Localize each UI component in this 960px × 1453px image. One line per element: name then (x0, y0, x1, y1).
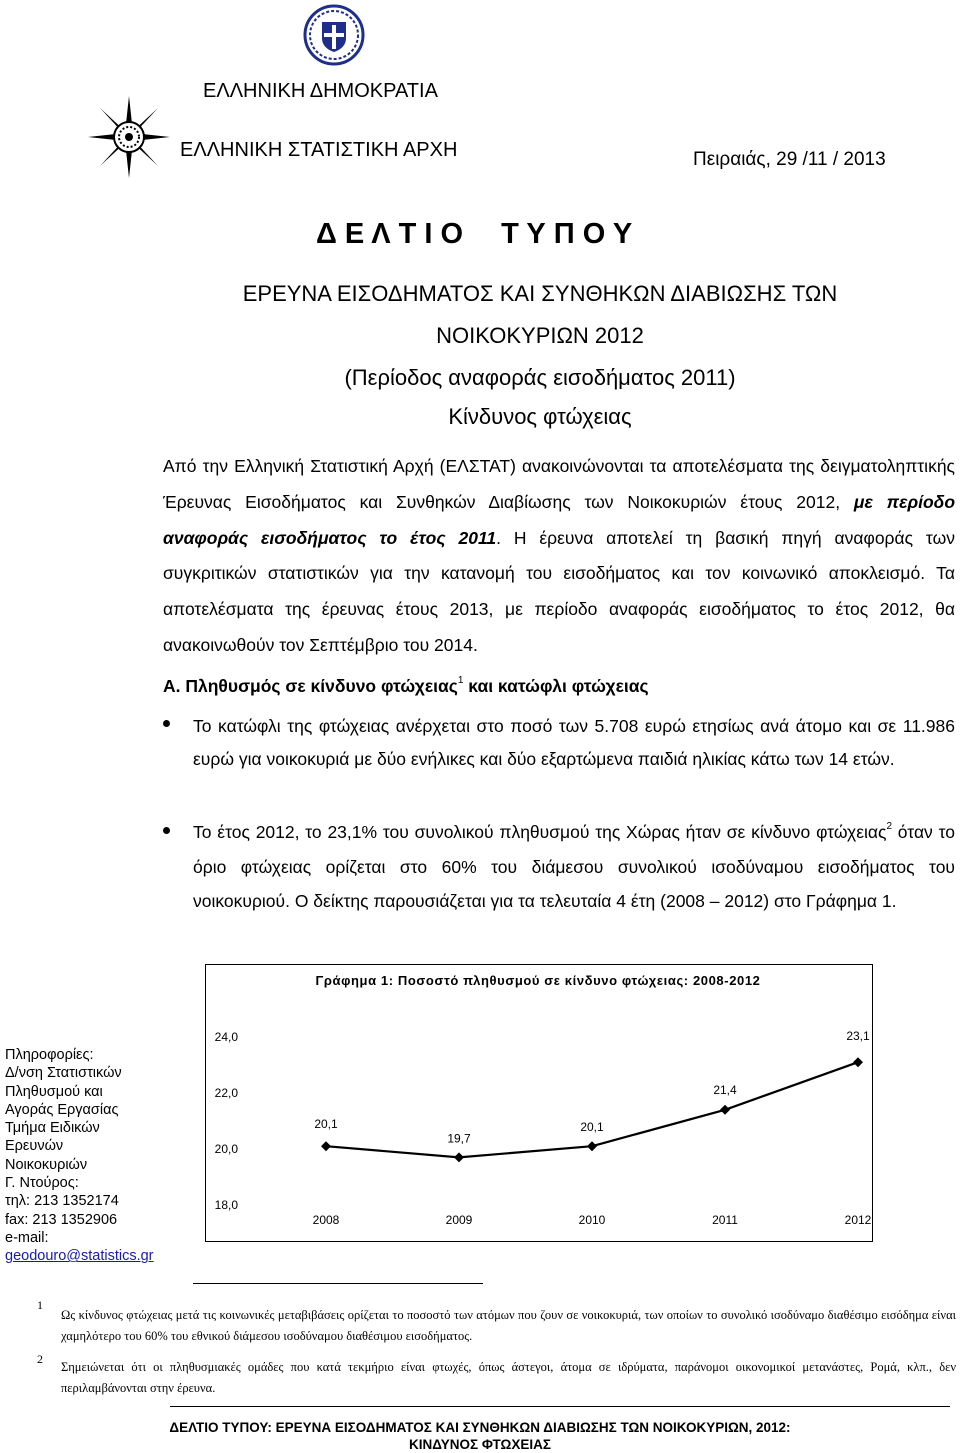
poverty-rate-line-chart (206, 965, 871, 1240)
contact-line: Αγοράς Εργασίας (5, 1101, 119, 1118)
y-tick-label: 20,0 (214, 1142, 238, 1156)
footnote-1-text: Ως κίνδυνος φτώχειας μετά τις κοινωνικές μεταβιβάσεις ορίζεται το ποσοστό των ατόμων που ζουν σε νοικοκυριά, των οποίων το συνολικό ισοδύναμο διαθέσιμο εισόδημα είναι χαμηλότερο του 60% του εθνικού διάμεσου ισοδύναμου διαθέσιμου εισοδήματος. (61, 1308, 956, 1343)
contact-line: Δ/νση Στατιστικών (5, 1065, 122, 1082)
contact-line: Γ. Ντούρος: (5, 1175, 79, 1192)
section-a-heading (163, 676, 649, 697)
y-tick-label: 22,0 (214, 1086, 238, 1100)
contact-line: Πληροφορίες: (5, 1047, 94, 1063)
contact-line: Τμήμα Ειδικών (5, 1120, 100, 1137)
footer-line-2: ΚΙΝΔΥΝΟΣ ΦΤΩΧΕΙΑΣ (409, 1437, 551, 1452)
bullet-poverty-threshold: Το κατώφλι της φτώχειας ανέρχεται στο ποσό των 5.708 ευρώ ετησίως ανά άτομο και σε 11.986 ευρώ για νοικοκυριά με δύο ενήλικες και δύο εξαρτώμενα παιδιά ηλικίας κάτω των 14 ετών. (193, 716, 955, 769)
data-point (587, 1141, 597, 1151)
data-point (454, 1152, 464, 1162)
subtitle-line-3: (Περίοδος αναφοράς εισοδήματος 2011) (344, 365, 736, 390)
chart-title: Γράφημα 1: Ποσοστό πληθυσμού σε κίνδυνο φτώχειας: 2008-2012 (315, 973, 761, 988)
contact-info (5, 1046, 154, 1266)
x-tick-label: 2011 (712, 1213, 738, 1227)
bullet-icon (163, 827, 170, 834)
intro-text-2: . Η έρευνα αποτελεί τη βασική πηγή αναφοράς των συγκριτικών στατιστικών για την κατανομή του εισοδήματος και τον κοινωνικό αποκλεισμό. Τα αποτελέσματα της έρευνας έτους 2013, με περίοδο αναφοράς εισοδήματος το έτος 2012, θα ανακοινωθούν τον Σεπτέμβριο του 2014. (163, 527, 955, 655)
bullet-2-text-2: όταν το όριο φτώχειας ορίζεται στο 60% του διάμεσου συνολικού ισοδύναμου εισοδήματος του νοικοκυριού. Ο δείκτης παρουσιάζεται για τα τελευταία 4 έτη (2008 – 2012) στο Γράφημα 1. (193, 822, 955, 911)
press-release-title (316, 218, 632, 251)
place-date: Πειραιάς, 29 /11 / 2013 (693, 149, 886, 170)
footer-line-1: ΔΕΛΤΙΟ ΤΥΠΟΥ: ΕΡΕΥΝΑ ΕΙΣΟΔΗΜΑΤΟΣ ΚΑΙ ΣΥΝΘΗΚΩΝ ΔΙΑΒΙΩΣΗΣ ΤΩΝ ΝΟΙΚΟΚΥΡΙΩΝ, 2012: (169, 1420, 791, 1435)
x-tick-label: 2012 (844, 1213, 871, 1227)
footnote-ref-1: 1 (457, 675, 464, 686)
contact-line: τηλ: 213 1352174 (5, 1193, 119, 1210)
data-label: 23,1 (846, 1029, 870, 1044)
chart-frame (205, 964, 873, 1242)
contact-line: fax: 213 1352906 (5, 1211, 118, 1228)
footer-divider (170, 1406, 950, 1407)
section-a-heading-text: Α. Πληθυσμός σε κίνδυνο φτώχειας (163, 676, 458, 696)
title-part-2: Τ Υ Π Ο Υ (501, 218, 633, 250)
footnote-2-number: 2 (37, 1352, 43, 1366)
greek-coat-of-arms-logo (303, 4, 365, 66)
bullet-poverty-rate (193, 815, 955, 919)
contact-line: Νοικοκυριών (5, 1156, 88, 1173)
data-point (321, 1141, 331, 1151)
elstat-compass-logo (88, 96, 170, 178)
intro-paragraph (163, 449, 955, 664)
contact-line: Πληθυσμού και (5, 1083, 103, 1100)
email-link[interactable]: geodouro@statistics.gr (5, 1248, 154, 1265)
x-tick-label: 2009 (445, 1213, 473, 1227)
subtitle-line-4: Κίνδυνος φτώχειας (448, 404, 632, 429)
x-tick-label: 2010 (578, 1213, 606, 1227)
republic-label: ΕΛΛΗΝΙΚΗ ΔΗΜΟΚΡΑΤΙΑ (203, 80, 438, 102)
x-tick-label: 2008 (312, 1213, 340, 1227)
title-part-1: Δ Ε Λ Τ Ι Ο (316, 218, 464, 250)
footnote-divider (193, 1283, 483, 1284)
y-tick-label: 18,0 (214, 1198, 238, 1212)
data-point (853, 1057, 863, 1067)
contact-line: Ερευνών (5, 1138, 64, 1155)
subtitle-line-1: ΕΡΕΥΝΑ ΕΙΣΟΔΗΜΑΤΟΣ ΚΑΙ ΣΥΝΘΗΚΩΝ ΔΙΑΒΙΩΣΗΣ ΤΩΝ (242, 281, 838, 306)
y-tick-label: 24,0 (214, 1030, 238, 1044)
data-label: 21,4 (713, 1082, 737, 1097)
contact-line: e-mail: (5, 1229, 49, 1246)
data-label: 19,7 (447, 1131, 471, 1146)
data-label: 20,1 (580, 1120, 604, 1135)
footnote-1-number: 1 (37, 1298, 43, 1312)
intro-text-1: Από την Ελληνική Στατιστική Αρχή (ΕΛΣΤΑΤ) ανακοινώνονται τα αποτελέσματα της δειγματοληπτικής Έρευνας Εισοδήματος και Συνθηκών Διαβίωσης των Νοικοκυριών έτους 2012, (163, 456, 955, 512)
footnote-2-text: Σημειώνεται ότι οι πληθυσμιακές ομάδες που κατά τεκμήριο είναι φτωχές, όπως άστεγοι, άτομα σε ιδρύματα, παράνομοι οικονομικοί μετανάστες, Ρομά, κλπ., δεν περιλαμβάνονται στην έρευνα. (61, 1360, 956, 1395)
intro-emphasis: με περίοδο αναφοράς εισοδήματος το έτος 2011 (163, 491, 956, 548)
data-point (720, 1105, 730, 1115)
data-label: 20,1 (314, 1117, 338, 1132)
authority-label: ΕΛΛΗΝΙΚΗ ΣΤΑΤΙΣΤΙΚΗ ΑΡΧΗ (180, 139, 458, 161)
bullet-icon (163, 720, 170, 727)
subtitle-line-2: ΝΟΙΚΟΚΥΡΙΩΝ 2012 (436, 323, 644, 348)
footnote-ref-2: 2 (886, 821, 893, 832)
bullet-2-text: Το έτος 2012, το 23,1% του συνολικού πληθυσμού της Χώρας ήταν σε κίνδυνο φτώχειας (193, 822, 887, 842)
section-a-heading-text-2: και κατώφλι φτώχειας (463, 676, 649, 696)
